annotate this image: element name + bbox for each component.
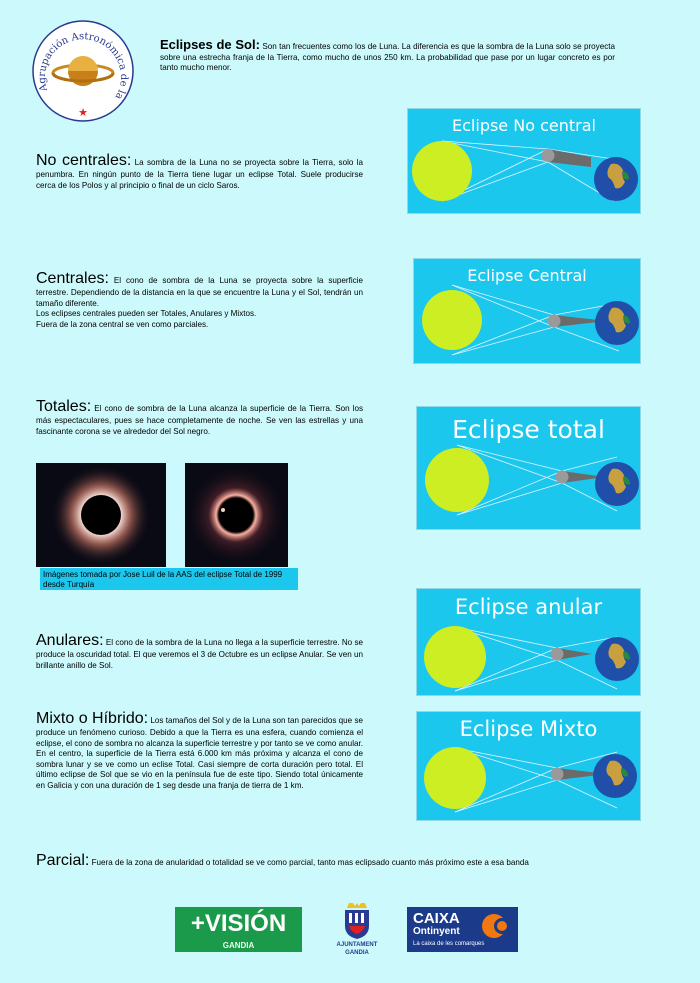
section-text: El cono de sombra de la Luna alcanza la superficie de la Tierra. Son los más espectaculares, pues se hace completamente de noche. Se ven las estrellas y una fascinante corona se ve alrededor del Sol negro.: [36, 404, 364, 436]
section-title: No centrales:: [36, 152, 132, 169]
section-title: Anulares:: [36, 632, 104, 649]
section-extra-line: Los eclipses centrales pueden ser Totales, Anulares y Mixtos.: [36, 309, 257, 318]
diagram-title: Eclipse No central: [452, 116, 596, 135]
section-text: El cono de la sombra de la Luna no llega a la superficie terrestre. No se produce la oscuridad total. El que veremos el 3 de Octubre es un eclipse Anular. Se ven un brillante anillo de Sol.: [36, 638, 363, 670]
section-totales: [36, 398, 363, 437]
diagram-total: [416, 406, 641, 530]
caixa-logo-text: CAIXA: [413, 910, 460, 927]
caixa-tagline: La caixa de les comarques: [413, 941, 485, 947]
ajuntament-line-2: GANDIA: [345, 950, 369, 956]
moon-icon: [556, 471, 569, 484]
diagram-title: Eclipse Mixto: [459, 717, 598, 741]
diagram-mixto: [416, 711, 641, 821]
moon-icon: [548, 315, 561, 328]
section-parcial: [36, 852, 676, 870]
diagram-anular: [416, 588, 641, 696]
sponsor-vision-gandia: [175, 907, 302, 952]
sun-icon: [412, 141, 472, 201]
section-text: Los tamaños del Sol y de la Luna son tan parecidos que se produce un fenómeno curioso. Debido a que la Tierra es una esfera, cuando comienza el eclipse, el cono de sombra no alcanza la superficie terrestre y por tanto se ve como anular. En el centro, la superficie de la Tierra está 6.000 km más próxima y alcanza el cono de sombra lunar y se ve como un eclise Total. Casi siempre de corta duración pero total. El último eclipse de Sol que se vio en la península fue de este tipo. Siendo total únicamente en Galicia y con una duración de 1 seg desde una franja de tierra de 1 km.: [36, 716, 364, 790]
section-text: El cono de sombra de la Luna se proyecta sobre la superficie terrestre. Dependiendo de la distancia en la que se encuentre la Luna y el Sol, tendrán un tamaño diferente.: [36, 276, 363, 308]
eclipse-photo-ring: [185, 463, 288, 567]
diagram-title: Eclipse anular: [454, 595, 603, 619]
section-title: Parcial:: [36, 852, 90, 869]
caixa-logo-sub: Ontinyent: [413, 926, 460, 937]
vision-logo-sub: GANDIA: [222, 941, 255, 950]
section-no-centrales: [36, 152, 363, 191]
coat-of-arms-icon: [331, 902, 383, 940]
section-title: Totales:: [36, 398, 92, 415]
section-mixto: [36, 710, 363, 791]
vision-logo-text: +VISIÓN: [190, 910, 287, 937]
logo-star-icon: ★: [78, 107, 88, 119]
sun-icon: [425, 448, 489, 512]
section-extra-line: Fuera de la zona central se ven como parciales.: [36, 319, 209, 329]
sponsor-ajuntament-gandia: [331, 902, 383, 960]
sun-icon: [422, 290, 482, 350]
section-text: Fuera de la zona de anularidad o totalidad se ve como parcial, tanto mas eclipsado cuanto más próximo este a esa banda: [91, 858, 529, 867]
saturn-logo-icon: [30, 18, 136, 124]
sun-icon: [424, 626, 486, 688]
logo-text: Agrupación Astronómica de la: [36, 31, 130, 102]
sponsor-caixa-ontinyent: [407, 907, 518, 952]
moon-icon: [542, 149, 555, 162]
section-anulares: [36, 632, 363, 671]
intro-title: Eclipses de Sol:: [160, 37, 260, 52]
caixa-logo-icon: [481, 911, 511, 941]
section-centrales: [36, 270, 363, 330]
club-logo: [30, 18, 136, 124]
section-title: Mixto o Híbrido:: [36, 710, 149, 727]
intro-paragraph: [160, 37, 615, 74]
diagram-title: Eclipse Central: [467, 266, 587, 285]
section-text: La sombra de la Luna no se proyecta sobre la Tierra, solo la penumbra. En ningún punto de la Tierra tiene lugar un eclipse Total. Suele producirse cerca de los Polos y al principio o final de un ciclo Saros.: [36, 158, 364, 190]
intro-text: Son tan frecuentes como los de Luna. La diferencia es que la sombra de la Luna solo se proyecta sobre una estrecha franja de la Tierra, como mucho de unos 250 km. La probabilidad que pase por un lugar concreto es por tanto mucho menor.: [160, 42, 615, 72]
moon-icon: [551, 768, 564, 781]
diagram-central: [413, 258, 641, 364]
diagram-title: Eclipse total: [452, 415, 605, 444]
diagram-no-central: [407, 108, 641, 214]
moon-icon: [551, 648, 564, 661]
photo-caption: Imágenes tomada por Jose Luil de la AAS del eclipse Total de 1999 desde Turquía: [40, 568, 298, 590]
eclipse-photo-corona: [36, 463, 166, 567]
section-title: Centrales:: [36, 270, 109, 287]
sun-icon: [424, 747, 486, 809]
ajuntament-line-1: AJUNTAMENT: [336, 942, 378, 948]
